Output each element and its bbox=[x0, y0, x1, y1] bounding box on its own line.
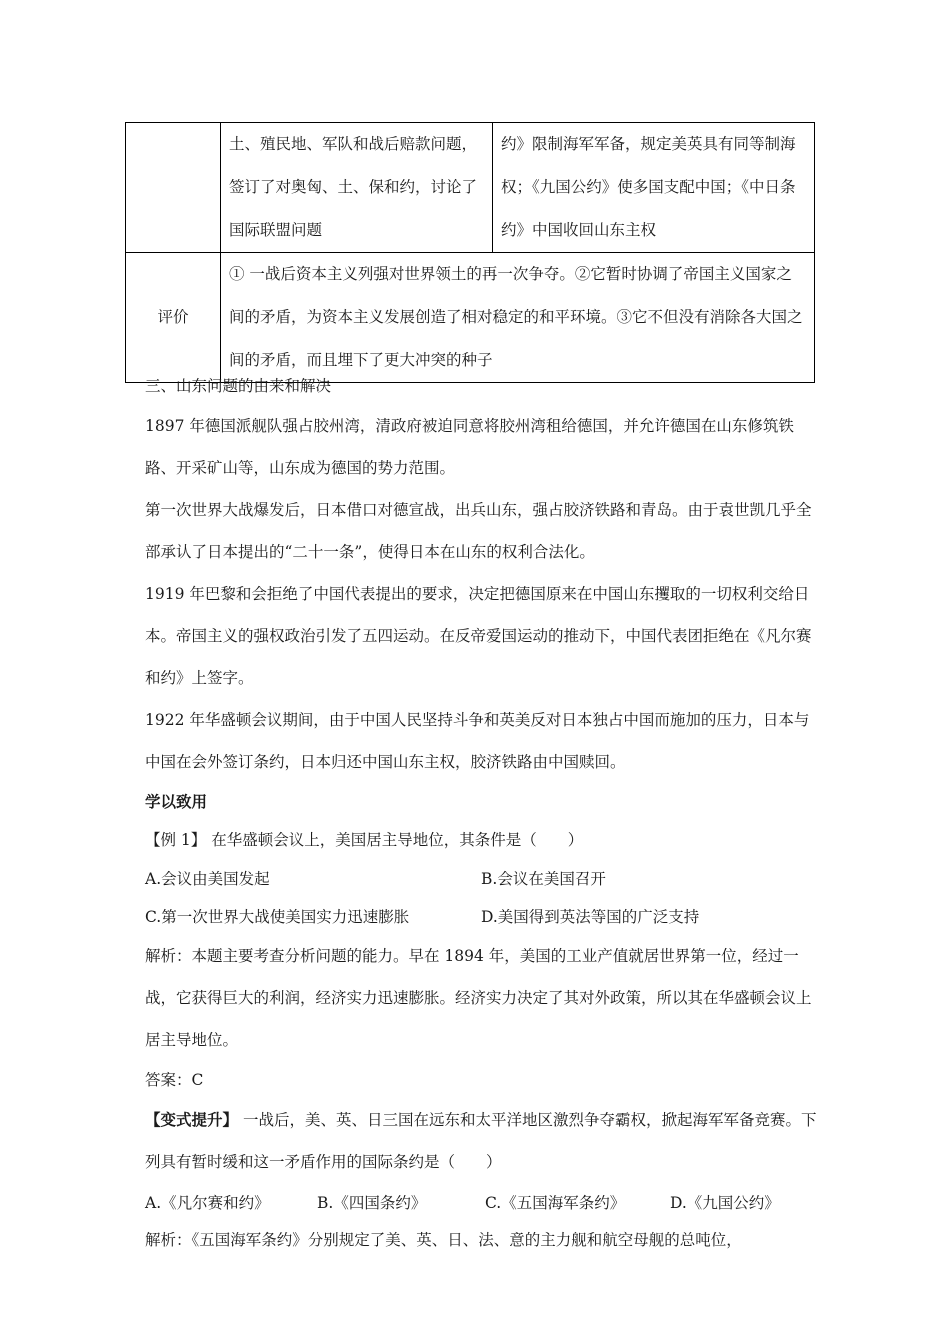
table-row bbox=[126, 123, 815, 253]
paragraph: 1922 年华盛顿会议期间，由于中国人民坚持斗争和英美反对日本独占中国而施加的压力，日本与中国在会外签订条约，日本归还中国山东主权，胶济铁路由中国赎回。 bbox=[145, 711, 810, 771]
paragraph: 第一次世界大战爆发后，日本借口对德宣战，出兵山东，强占胶济铁路和青岛。由于袁世凯几乎全部承认了日本提出的“二十一条”，使得日本在山东的权利合法化。 bbox=[145, 501, 812, 561]
example-answer: 答案：C bbox=[145, 1071, 204, 1089]
option-a: A.《凡尔赛和约》 bbox=[145, 1194, 270, 1212]
section-heading: 三、山东问题的由来和解决 bbox=[145, 377, 332, 395]
example-analysis: 解析：本题主要考查分析问题的能力。早在 1894 年，美国的工业产值就居世界第一位，经过一战，它获得巨大的利润，经济实力迅速膨胀。经济实力决定了其对外政策，所以其在华盛顿会议上居主导地位。 bbox=[145, 947, 812, 1049]
variant-question bbox=[145, 1099, 817, 1183]
evaluation-label-cell: 评价 bbox=[126, 253, 221, 383]
paragraph: 1919 年巴黎和会拒绝了中国代表提出的要求，决定把德国原来在中国山东攫取的一切权利交给日本。帝国主义的强权政治引发了五四运动。在反帝爱国运动的推动下，中国代表团拒绝在《凡尔赛和约》上签字。 bbox=[145, 585, 812, 687]
option-a: A.会议由美国发起 bbox=[145, 870, 270, 888]
variant-question-text: 一战后，美、英、日三国在远东和太平洋地区激烈争夺霸权，掀起海军军备竞赛。下列具有暂时缓和这一矛盾作用的国际条约是（ ） bbox=[145, 1111, 817, 1171]
variant-options-row bbox=[145, 1183, 817, 1221]
option-d: D.《九国公约》 bbox=[670, 1194, 780, 1212]
variant-analysis: 解析：《五国海军条约》分别规定了美、英、日、法、意的主力舰和航空母舰的总吨位， bbox=[145, 1231, 742, 1249]
option-c: C.第一次世界大战使美国实力迅速膨胀 bbox=[145, 908, 410, 926]
table-row bbox=[126, 253, 815, 383]
paris-conference-cell: 土、殖民地、军队和战后赔款问题，签订了对奥匈、土、保和约，讨论了国际联盟问题 bbox=[221, 123, 493, 253]
variant-label: 【变式提升】 bbox=[145, 1110, 239, 1129]
practice-heading: 学以致用 bbox=[145, 792, 208, 811]
option-b: B.会议在美国召开 bbox=[481, 870, 606, 888]
row-label-cell bbox=[126, 123, 221, 253]
paragraph: 1897 年德国派舰队强占胶州湾，清政府被迫同意将胶州湾租给德国，并允许德国在山东修筑铁路、开采矿山等，山东成为德国的势力范围。 bbox=[145, 417, 794, 477]
example-question: 【例 1】 在华盛顿会议上，美国居主导地位，其条件是（ ） bbox=[145, 831, 584, 849]
option-b: B.《四国条约》 bbox=[317, 1194, 427, 1212]
example-options-row bbox=[145, 859, 817, 897]
main-content bbox=[145, 367, 817, 1259]
evaluation-content-cell: ① 一战后资本主义列强对世界领土的再一次争夺。②它暂时协调了帝国主义国家之间的矛盾，为资本主义发展创造了相对稳定的和平环境。③它不但没有消除各大国之间的矛盾，而且埋下了更大冲突的种子 bbox=[221, 253, 815, 383]
option-d: D.美国得到英法等国的广泛支持 bbox=[481, 908, 700, 926]
example-options-row bbox=[145, 897, 817, 935]
option-c: C.《五国海军条约》 bbox=[485, 1194, 626, 1212]
comparison-table bbox=[125, 122, 815, 383]
washington-conference-cell: 约》限制海军军备，规定美英具有同等制海权；《九国公约》使多国支配中国；《中日条约》中国收回山东主权 bbox=[493, 123, 815, 253]
